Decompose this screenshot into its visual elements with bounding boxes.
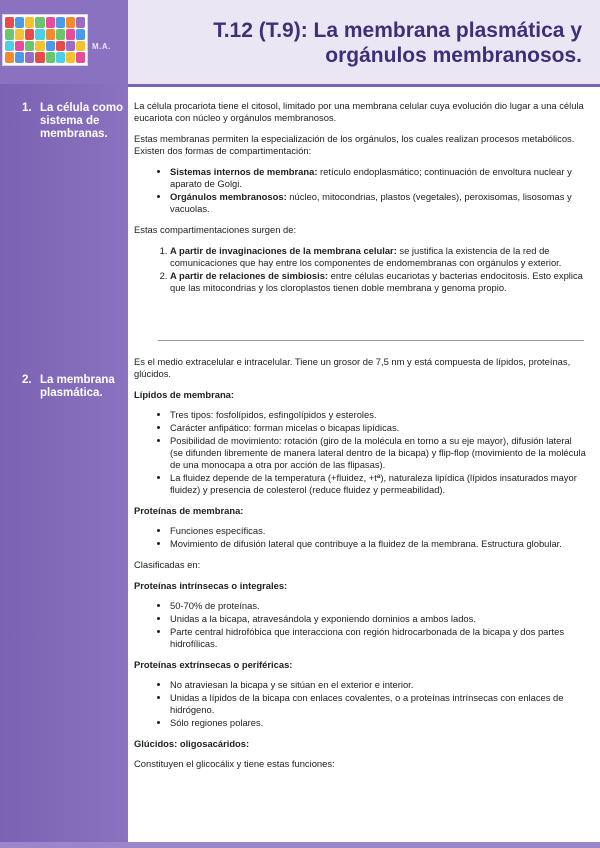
list-item-text: núcleo, mitocondrias, plastos (vegetales), peroxisomas, lisosomas y vacuolas. bbox=[170, 191, 572, 214]
section-2-content bbox=[134, 356, 586, 779]
list-item: • Unidas a lípidos de la bicapa con enlaces covalentes, o a proteínas intrínsecas con enlaces de hidrógeno. bbox=[170, 692, 586, 716]
list-item: • Sólo regiones polares. bbox=[170, 717, 586, 729]
numbered-list bbox=[134, 245, 586, 294]
list-item: • Funciones específicas. bbox=[170, 525, 586, 537]
list-item-strong: Sistemas internos de membrana: bbox=[170, 166, 318, 177]
subheading-lipidos: Lípidos de membrana: bbox=[134, 389, 235, 400]
subheading-extrinsecas: Proteínas extrínsecas o periféricas: bbox=[134, 659, 293, 670]
bullet-list bbox=[134, 166, 586, 215]
paragraph: La célula procariota tiene el citosol, limitado por una membrana celular cuya evolución dio lugar a una célula eucariota con núcleo y orgánulos membranosos. bbox=[134, 100, 584, 123]
list-item: • Tres tipos: fosfolípidos, esfingolípidos y esteroles. bbox=[170, 409, 586, 421]
paragraph: Estas compartimentaciones surgen de: bbox=[134, 224, 297, 235]
list-item bbox=[170, 191, 586, 215]
page-title-line-1: T.12 (T.9): La membrana plasmática y bbox=[213, 19, 582, 42]
list-item: • La fluidez depende de la temperatura (+fluidez, +tª), naturaleza lipídica (lípidos insaturados mayor fluidez) y presencia de colesterol (reduce fluidez y permeabilidad). bbox=[170, 472, 586, 496]
list-item bbox=[170, 245, 586, 269]
section-divider bbox=[158, 340, 584, 341]
list-item: • 50-70% de proteínas. bbox=[170, 600, 586, 612]
section-title: La célula como sistema de membranas. bbox=[40, 102, 124, 140]
header bbox=[0, 0, 600, 84]
subheading-intrinsecas: Proteínas intrínsecas o integrales: bbox=[134, 580, 288, 591]
list-item-text: retículo endoplasmático; continuación de envoltura nuclear y aparato de Golgi. bbox=[170, 166, 572, 189]
paragraph: Clasificadas en: bbox=[134, 559, 201, 570]
logo-image bbox=[2, 14, 88, 66]
section-number: 2. bbox=[22, 374, 32, 386]
list-item-strong: A partir de invaginaciones de la membrana celular: bbox=[170, 245, 397, 256]
paragraph: Estas membranas permiten la especialización de los orgánulos, los cuales realizan procesos metabólicos. Existen dos formas de compartimentación: bbox=[134, 133, 575, 156]
list-item: • Posibilidad de movimiento: rotación (giro de la molécula en torno a su eje mayor), difusión lateral (se difunden libremente de manera lateral dentro de la bicapa) y flip-flop (movimiento de la molécula de una monocapa a otra por acción de las flipasas). bbox=[170, 435, 586, 471]
bullet-list-proteinas bbox=[134, 525, 586, 550]
list-item bbox=[170, 166, 586, 190]
list-item: • Carácter anfipático: forman micelas o bicapas lipídicas. bbox=[170, 422, 586, 434]
footer-bar bbox=[0, 842, 600, 848]
section-1-content bbox=[134, 100, 586, 303]
header-logo-area bbox=[0, 0, 128, 84]
list-item-text: entre células eucariotas y bacterias endocitosis. Esto explica que las mitocondrias y los cloroplastos tienen doble membrana y genoma propio. bbox=[170, 270, 583, 293]
header-rule bbox=[128, 84, 600, 87]
bullet-list-lipidos bbox=[134, 409, 586, 496]
list-item-strong: A partir de relaciones de simbiosis: bbox=[170, 270, 329, 281]
list-item-strong: Orgánulos membranosos: bbox=[170, 191, 287, 202]
paragraph: Constituyen el glicocálix y tiene estas funciones: bbox=[134, 758, 335, 769]
bullet-list-extrinsecas bbox=[134, 679, 586, 729]
page-title bbox=[213, 18, 582, 68]
logo-text: M.A. bbox=[92, 42, 111, 51]
paragraph: Es el medio extracelular e intracelular. Tiene un grosor de 7,5 nm y está compuesta de lípidos, proteínas, glúcidos. bbox=[134, 356, 571, 379]
bullet-list-intrinsecas bbox=[134, 600, 586, 650]
list-item: • Unidas a la bicapa, atravesándola y exponiendo dominios a ambos lados. bbox=[170, 613, 586, 625]
list-item: • Movimiento de difusión lateral que contribuye a la fluidez de la membrana. Estructura globular. bbox=[170, 538, 586, 550]
section-title: La membrana plasmática. bbox=[40, 374, 115, 399]
list-item bbox=[170, 270, 586, 294]
subheading-proteinas: Proteínas de membrana: bbox=[134, 505, 244, 516]
list-item: • No atraviesan la bicapa y se sitúan en el exterior e interior. bbox=[170, 679, 586, 691]
page-title-line-2: orgánulos membranosos. bbox=[325, 44, 582, 67]
subheading-glucidos: Glúcidos: oligosacáridos: bbox=[134, 738, 250, 749]
list-item-text: se justifica la existencia de la red de comunicaciones que hay entre los componentes de endomembranas con orgánulos y exterior. bbox=[170, 245, 562, 268]
section-number: 1. bbox=[22, 102, 32, 114]
list-item: • Parte central hidrofóbica que interacciona con región hidrocarbonada de la bicapa y dos partes hidrofílicas. bbox=[170, 626, 586, 650]
